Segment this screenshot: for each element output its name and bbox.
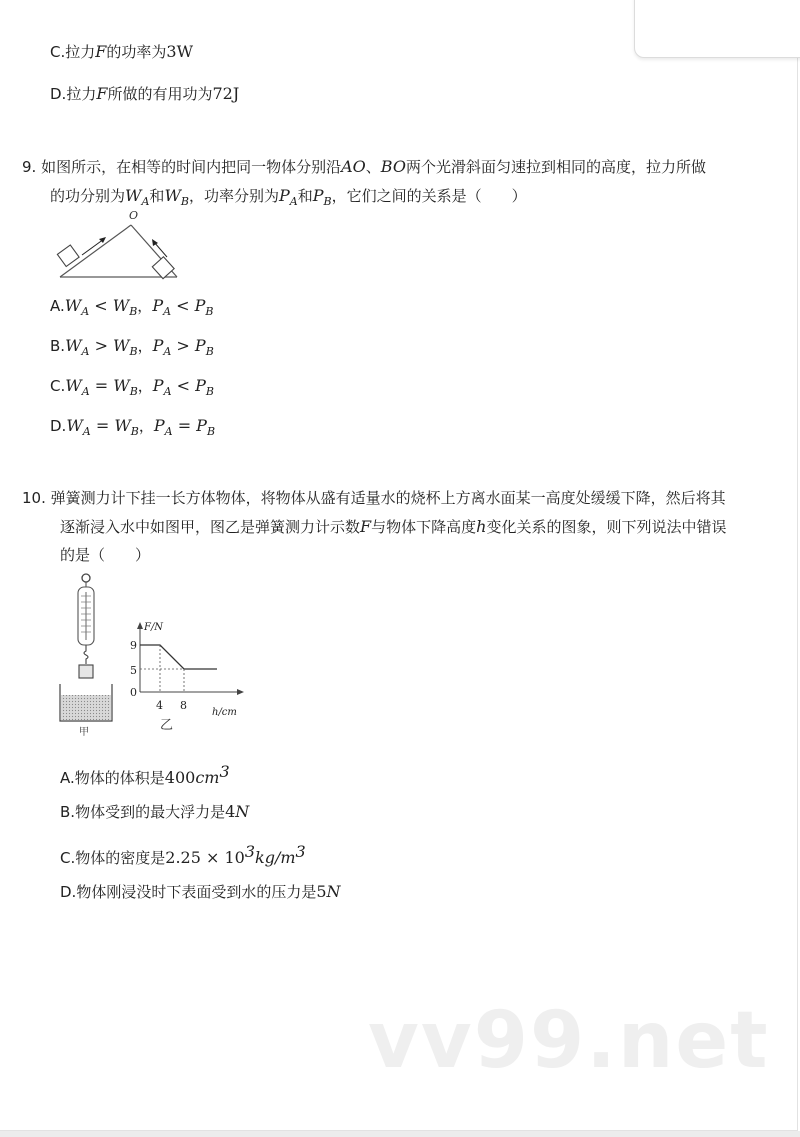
option-label: D. <box>50 85 67 103</box>
option-unit: N <box>235 802 250 821</box>
q10-option-d[interactable] <box>60 882 341 902</box>
y-tick-9: 9 <box>130 639 137 652</box>
option-label: D. <box>60 883 77 901</box>
option-label: C. <box>50 43 66 61</box>
option-text: 拉力 <box>66 85 97 103</box>
label-jia: 甲 <box>79 727 89 738</box>
option-text: 物体刚浸没时下表面受到水的压力是 <box>76 883 317 901</box>
math-expr: $W_A < W_B$ <box>64 296 138 319</box>
option-text: 拉力 <box>65 43 96 61</box>
stem-text: 、 <box>365 158 381 176</box>
incline-figure <box>50 205 200 285</box>
vertex-label-o: O <box>129 209 139 222</box>
math-var: $W_A$ <box>125 186 150 209</box>
stem-text: ，它们之间的关系是（ ） <box>331 187 527 205</box>
x-tick-8: 8 <box>180 699 187 712</box>
option-text: 所做的有用功为 <box>107 85 213 103</box>
superscript: 3 <box>295 842 306 861</box>
x-tick-4: 4 <box>156 699 163 712</box>
option-label: A. <box>60 769 75 787</box>
stem-text: 如图所示，在相等的时间内把同一物体分别沿 <box>41 158 342 176</box>
stem-text: 逐渐浸入水中如图甲，图乙是弹簧测力计示数 <box>60 518 361 536</box>
watermark: vv99.net <box>368 996 770 1086</box>
q9-option-b[interactable] <box>50 336 214 362</box>
option-label: C. <box>50 377 66 395</box>
option-text: 物体的体积是 <box>74 769 165 787</box>
q10-option-b[interactable] <box>60 802 249 822</box>
math-var: BO <box>380 157 406 176</box>
label-yi: 乙 <box>160 718 174 733</box>
math-expr: $P_A < P_B$ <box>152 376 214 399</box>
stem-text: ，功率分别为 <box>188 187 279 205</box>
q9-option-d[interactable] <box>50 416 215 442</box>
stem-text: 的是（ ） <box>60 546 151 564</box>
bottom-strip <box>0 1131 800 1137</box>
stem-text: 变化关系的图象，则下列说法中错误 <box>486 518 727 536</box>
option-value: 4 <box>225 802 236 821</box>
math-var: AO <box>341 157 366 176</box>
q10-stem-line3 <box>60 545 150 565</box>
option-label: B. <box>50 337 66 355</box>
q10-stem-line2 <box>60 517 726 537</box>
superscript: 3 <box>244 842 256 861</box>
option-value: 2.25 × 10 <box>165 848 245 867</box>
math-var: F <box>360 517 372 536</box>
stem-text: 和 <box>297 187 313 205</box>
separator: ， <box>138 417 154 435</box>
option-label: D. <box>50 417 67 435</box>
stem-text: 两个光滑斜面匀速拉到相同的高度，拉力所做 <box>405 158 706 176</box>
superscript: 3 <box>219 762 230 781</box>
prev-option-c[interactable] <box>50 42 193 62</box>
stem-text: 和 <box>149 187 165 205</box>
y-tick-0: 0 <box>130 686 137 699</box>
x-axis-label: h/cm <box>212 707 237 718</box>
option-unit: N <box>326 882 341 901</box>
stem-text: 与物体下降高度 <box>371 518 477 536</box>
stem-text: 的功分别为 <box>50 187 126 205</box>
math-expr: $P_A > P_B$ <box>152 336 214 359</box>
separator: ， <box>137 297 153 315</box>
option-text: 的功率为 <box>106 43 167 61</box>
option-label: A. <box>50 297 65 315</box>
math-var: $W_B$ <box>164 186 189 209</box>
math-expr: $P_A = P_B$ <box>153 416 216 439</box>
math-expr: $W_A > W_B$ <box>65 336 138 359</box>
option-unit: kg/m <box>255 848 296 867</box>
math-var: $P_B$ <box>312 186 332 209</box>
math-var: F <box>96 84 108 103</box>
q10-option-c[interactable] <box>60 842 306 868</box>
math-var: F <box>95 42 107 61</box>
math-expr: $P_A < P_B$ <box>152 296 214 319</box>
option-label: B. <box>60 803 76 821</box>
separator: ， <box>137 377 153 395</box>
y-axis-label: F/N <box>144 622 164 633</box>
q9-option-a[interactable] <box>50 296 213 322</box>
math-expr: $W_A = W_B$ <box>66 416 139 439</box>
option-value: 72J <box>212 84 240 103</box>
option-value: 400 <box>164 768 196 787</box>
math-expr: $W_A = W_B$ <box>65 376 138 399</box>
option-value: 5 <box>316 882 327 901</box>
math-var: h <box>476 517 487 536</box>
prev-option-d[interactable] <box>50 84 239 104</box>
q9-option-c[interactable] <box>50 376 214 402</box>
option-unit: cm <box>195 768 220 787</box>
question-number: 10. <box>22 489 46 507</box>
stem-text: 弹簧测力计下挂一长方体物体，将物体从盛有适量水的烧杯上方离水面某一高度处缓缓下降，然后将其 <box>50 489 726 507</box>
corner-card <box>634 0 800 58</box>
question-number: 9. <box>22 158 37 176</box>
option-text: 物体受到的最大浮力是 <box>75 803 226 821</box>
q9-stem-line1 <box>22 157 706 177</box>
separator: ， <box>137 337 153 355</box>
q10-stem-line1 <box>22 488 726 508</box>
option-value: 3W <box>166 42 194 61</box>
option-label: C. <box>60 849 76 867</box>
y-tick-5: 5 <box>130 664 137 677</box>
q10-option-a[interactable] <box>60 762 230 788</box>
spring-scale-figure <box>50 568 250 748</box>
math-var: $P_A$ <box>279 186 298 209</box>
option-text: 物体的密度是 <box>75 849 166 867</box>
